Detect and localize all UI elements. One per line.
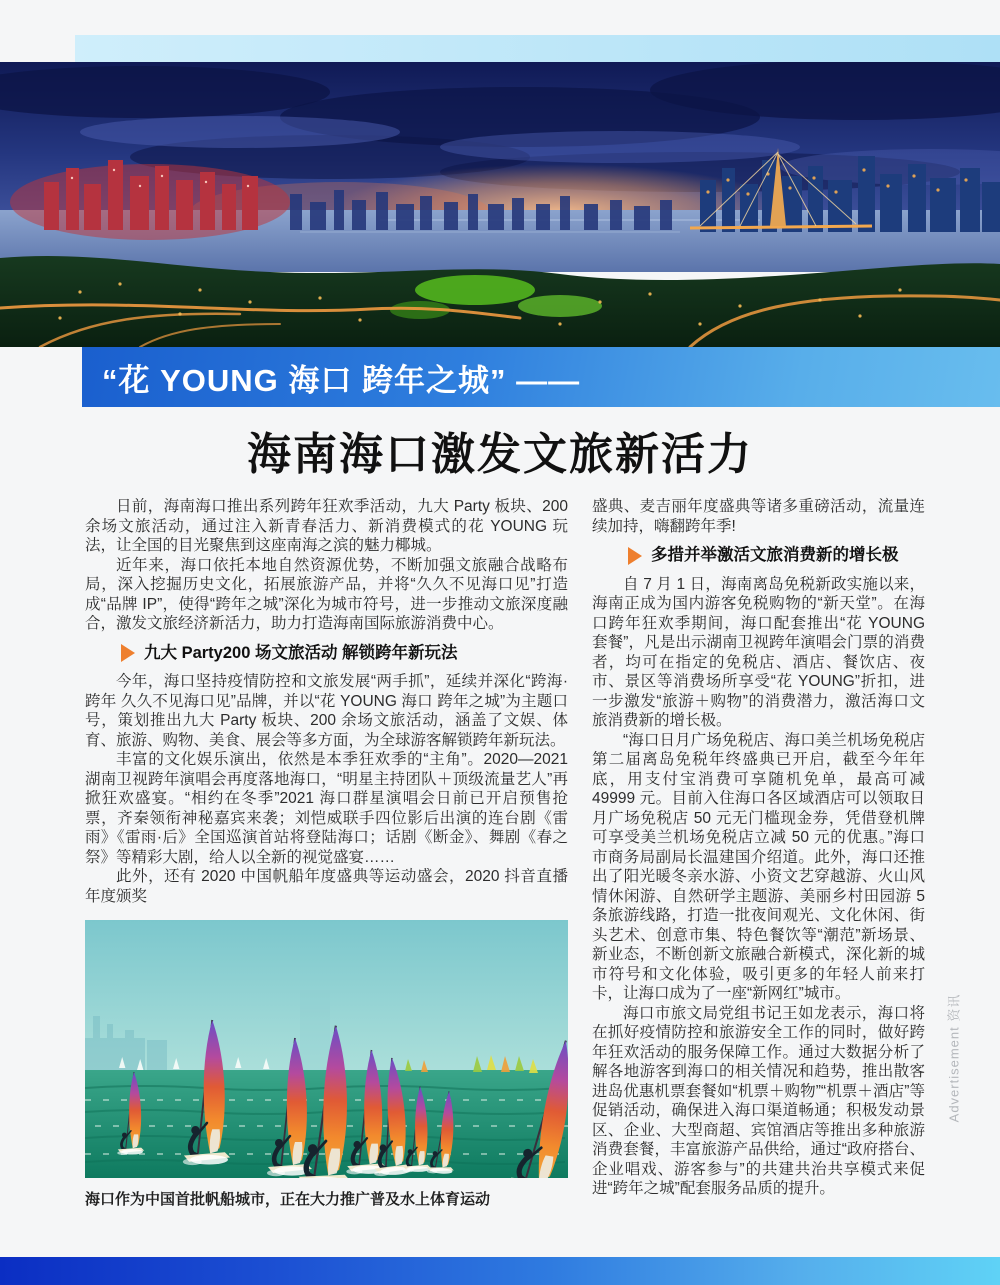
paragraph: 此外，还有 2020 中国帆船年度盛典等运动盛会，2020 抖音直播年度颁奖 bbox=[85, 868, 568, 905]
panorama-illustration bbox=[0, 62, 1000, 347]
section-header-consumption bbox=[628, 546, 925, 566]
windsurfing-illustration bbox=[85, 920, 568, 1178]
windsurfing-photo bbox=[85, 920, 568, 1178]
article-headline: 海南海口激发文旅新活力 bbox=[247, 430, 753, 479]
banner-slogan: “花 YOUNG 海口 跨年之城” —— bbox=[102, 362, 581, 398]
title-banner bbox=[82, 347, 1000, 407]
haikou-panorama-photo bbox=[0, 62, 1000, 347]
triangle-marker-icon bbox=[121, 644, 135, 662]
paragraph: 丰富的文化娱乐演出，依然是本季狂欢季的“主角”。2020—2021 湖南卫视跨年演唱会再度落地海口，“明星主持团队＋顶级流量艺人”再掀狂欢盛宴。“相约在冬季”2021 海口群星演唱会日前已开启预售抢票，齐秦领衔神秘嘉宾来袭；刘恺威联手四位影后出演的连台剧《雷雨》《雷雨·后》全国巡演首站将登陆海口；话剧《断金》、舞剧《春之祭》等精彩大剧，给人以全新的视觉盛宴…… bbox=[85, 751, 568, 866]
paragraph: “海口日月广场免税店、海口美兰机场免税店第二届离岛免税年终盛典已开启，截至今年年底，用支付宝消费可享随机免单，最高可减 49999 元。目前入住海口各区域酒店可以领取日月广场免税店 50 元无门槛现金券，凭借登机牌可享受美兰机场免税店立减 50 元的优惠。”海口市商务局副局长温建国介绍道。此外，海口还推出了阳光暖冬亲水游、小资文艺穿越游、火山风情休闲游、自然研学主题游、美丽乡村田园游 5 条旅游线路，打造一批夜间观光、文化休闲、街头艺术、创意市集、特色餐饮等“潮范”新场景、新业态，不断创新文旅融合新模式，深化新的城市符号和文化体验，吸引更多的年轻人前来打卡，让海口成为了一座“新网红”城市。 bbox=[592, 731, 925, 1002]
advertisement-label: Advertisement 资讯 bbox=[946, 993, 962, 1123]
photo-caption: 海口作为中国首批帆船城市，正在大力推广普及水上体育运动 bbox=[85, 1191, 491, 1208]
triangle-marker-icon bbox=[628, 547, 642, 565]
section-header-party bbox=[121, 644, 568, 664]
paragraph: 今年，海口坚持疫情防控和文旅发展“两手抓”，延续并深化“跨海·跨年 久久不见海口见”品牌，并以“花 YOUNG 海口 跨年之城”为主题口号，策划推出九大 Party 板块、200 余场文旅活动，涵盖了文娱、体育、旅游、购物、美食、展会等多方面，为全球游客解锁跨年新玩法。 bbox=[85, 673, 568, 749]
section-header-text: 多措并举激活文旅消费新的增长极 bbox=[651, 546, 899, 564]
paragraph: 近年来，海口依托本地自然资源优势，不断加强文旅融合战略布局，深入挖掘历史文化，拓展旅游产品，并将“久久不见海口见”打造成“品牌 IP”，使得“跨年之城”深化为城市符号，进一步推动文旅深度融合，激发文旅经济新活力，助力打造海南国际旅游消费中心。 bbox=[85, 556, 568, 632]
footer-gradient-bar bbox=[0, 1257, 1000, 1285]
section-header-text: 九大 Party200 场文旅活动 解锁跨年新玩法 bbox=[144, 643, 458, 662]
article-column-right bbox=[592, 497, 925, 1199]
decorative-strip bbox=[75, 35, 1000, 62]
article-column-left bbox=[85, 497, 568, 1210]
paragraph: 盛典、麦吉丽年度盛典等诸多重磅活动，流量连续加持，嗨翻跨年季! bbox=[592, 498, 925, 535]
paragraph: 自 7 月 1 日，海南离岛免税新政实施以来，海南正成为国内游客免税购物的“新天堂”。在海口跨年狂欢季期间，海口配套推出“花 YOUNG 套餐”，凡是出示湖南卫视跨年演唱会门票的消费者，均可在指定的免税店、酒店、餐饮店、夜市、景区等消费场所享受“花 YOUNG”折扣，进一步激发“旅游＋购物”的消费潜力，激活海口文旅消费新的增长极。 bbox=[592, 575, 925, 729]
paragraph: 海口市旅文局党组书记王如龙表示，海口将在抓好疫情防控和旅游安全工作的同时，做好跨年狂欢活动的服务保障工作。通过大数据分析了解各地游客到海口的相关情况和趋势，推出散客进岛优惠机票套餐如“机票＋购物”“机票＋酒店”等促销活动，确保进入海口渠道畅通；积极发动景区、企业、大型商超、宾馆酒店等推出多种旅游消费套餐，丰富旅游产品供给，通过“政府搭台、企业唱戏、游客参与”的共建共治共享模式来促进“跨年之城”配套服务品质的提升。 bbox=[592, 1004, 925, 1197]
paragraph: 日前，海南海口推出系列跨年狂欢季活动，九大 Party 板块、200 余场文旅活动，通过注入新青春活力、新消费模式的花 YOUNG 玩法，让全国的目光聚焦到这座南海之滨的魅力椰城。 bbox=[85, 498, 568, 554]
